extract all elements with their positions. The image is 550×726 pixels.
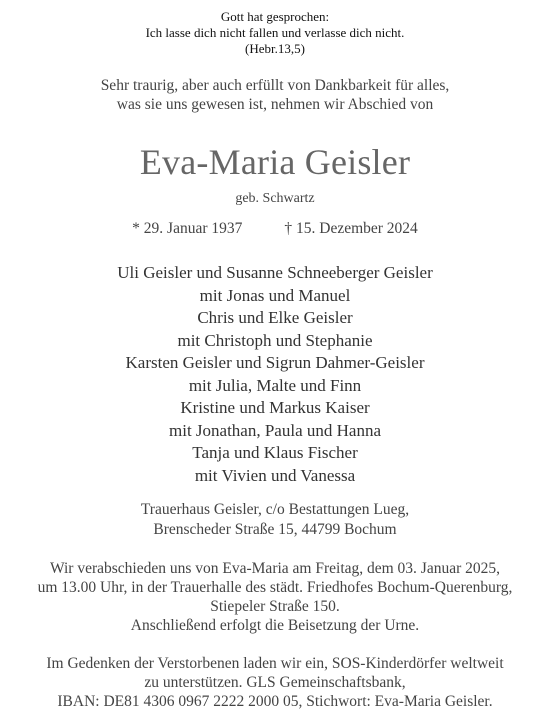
family-line: mit Christoph und Stephanie xyxy=(177,330,373,350)
service-line: Anschließend erfolgt die Beisetzung der Urne. xyxy=(130,617,420,634)
service-line: Stiepeler Straße 150. xyxy=(210,598,340,615)
address-line: Trauerhaus Geisler, c/o Bestattungen Lueg, xyxy=(140,501,410,518)
bible-verse xyxy=(0,9,550,57)
service-line: Wir verabschieden uns von Eva-Maria am Freitag, dem 03. Januar 2025, xyxy=(49,560,501,577)
intro-line: was sie uns gewesen ist, nehmen wir Abschied von xyxy=(116,96,434,113)
family-list xyxy=(0,262,550,487)
family-line: mit Jonas und Manuel xyxy=(199,285,351,305)
family-line: Chris und Elke Geisler xyxy=(197,308,353,327)
intro-line: Sehr traurig, aber auch erfüllt von Dankbarkeit für alles, xyxy=(100,77,450,94)
family-line: Tanja und Klaus Fischer xyxy=(192,443,358,462)
service-line: um 13.00 Uhr, in der Trauerhalle des städt. Friedhofes Bochum-Querenburg, xyxy=(37,579,513,596)
intro-text xyxy=(0,76,550,114)
family-line: Karsten Geisler und Sigrun Dahmer-Geisler xyxy=(125,353,425,372)
mourning-house-address xyxy=(0,500,550,540)
verse-line: Gott hat gesprochen: xyxy=(220,9,330,24)
donation-line: Im Gedenken der Verstorbenen laden wir ein, SOS-Kinderdörfer weltweit xyxy=(46,655,504,672)
death-date: † 15. Dezember 2024 xyxy=(284,220,418,237)
verse-reference: (Hebr.13,5) xyxy=(245,41,305,56)
family-line: mit Vivien und Vanessa xyxy=(194,465,356,485)
family-line: Kristine und Markus Kaiser xyxy=(180,398,370,417)
life-dates xyxy=(0,219,550,239)
verse-line: Ich lasse dich nicht fallen und verlasse dich nicht. xyxy=(145,25,405,40)
birth-name: geb. Schwartz xyxy=(235,191,315,206)
address-line: Brenscheder Straße 15, 44799 Bochum xyxy=(153,521,397,538)
donation-line: zu unterstützen. GLS Gemeinschaftsbank, xyxy=(144,674,406,691)
family-line: Uli Geisler und Susanne Schneeberger Geisler xyxy=(117,263,433,282)
donation-info xyxy=(0,654,550,711)
donation-line: IBAN: DE81 4306 0967 2222 2000 05, Stichwort: Eva-Maria Geisler. xyxy=(57,693,493,710)
deceased-name: Eva-Maria Geisler xyxy=(139,142,411,182)
funeral-service-info xyxy=(0,559,550,635)
family-line: mit Julia, Malte und Finn xyxy=(188,375,362,395)
birth-date: * 29. Januar 1937 xyxy=(132,220,243,237)
family-line: mit Jonathan, Paula und Hanna xyxy=(169,420,381,440)
